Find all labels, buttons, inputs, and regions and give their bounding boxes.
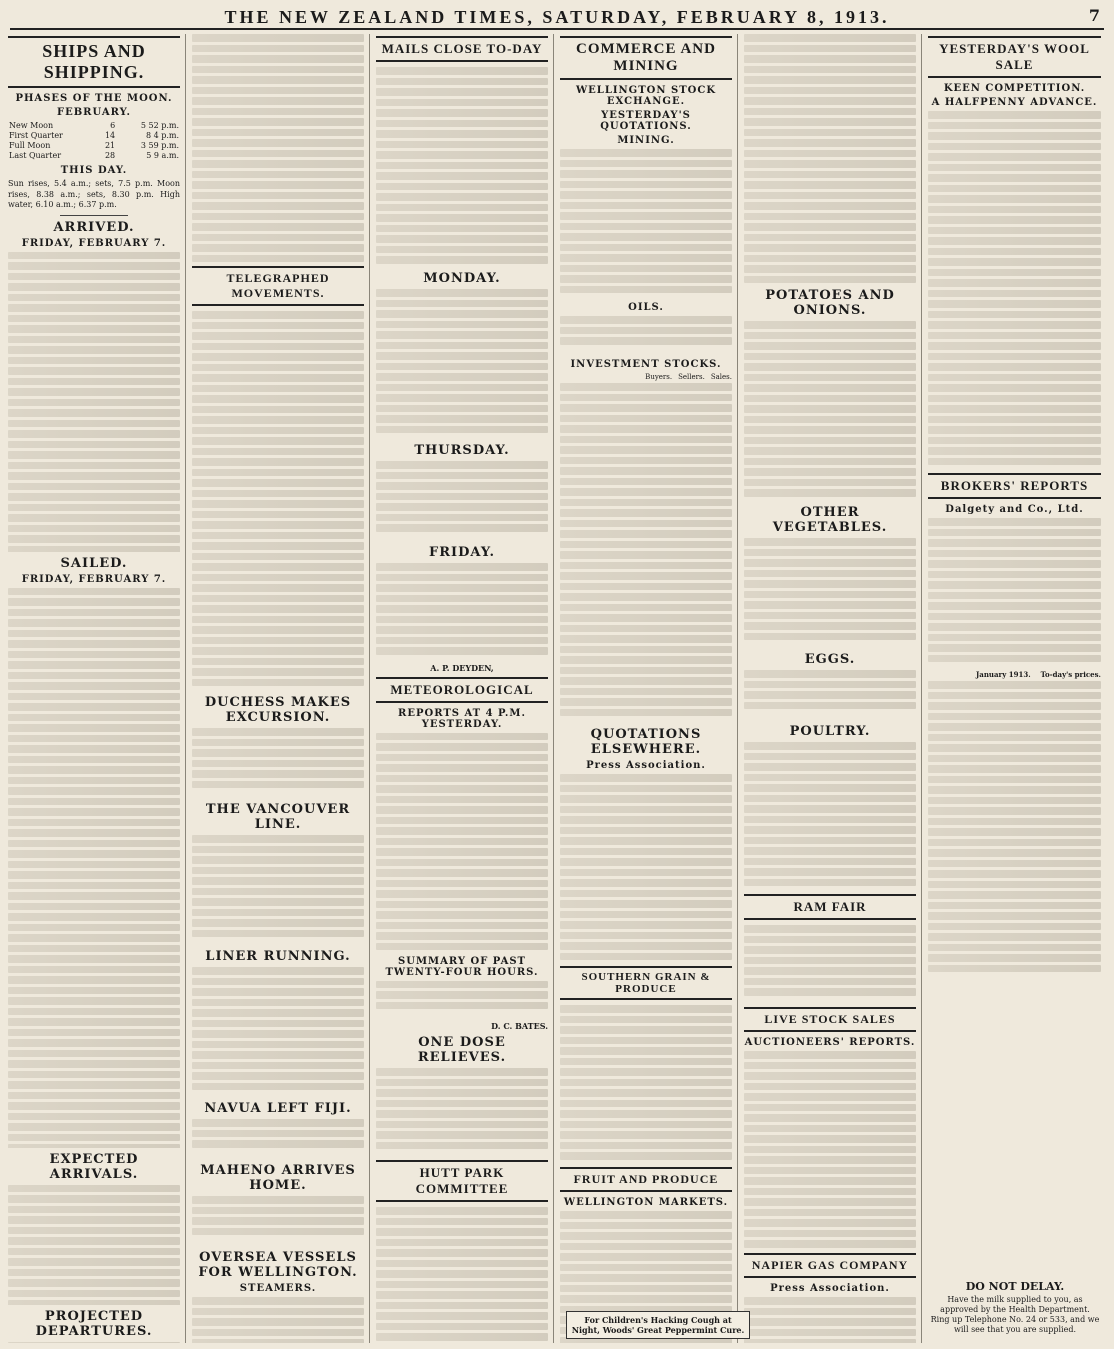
brokers-reports-heading: BROKERS' REPORTS	[928, 473, 1101, 499]
fruit-sub-heading: WELLINGTON MARKETS.	[563, 1197, 729, 1208]
friday-text-block	[376, 563, 548, 663]
weather-signature: D. C. BATES.	[491, 1020, 548, 1031]
oversea-text-block	[192, 1297, 364, 1343]
telegraphed-heading: TELEGRAPHED MOVEMENTS.	[192, 266, 364, 306]
vegetables-text-block	[744, 538, 916, 648]
delay-text: Have the milk supplied to you, as approved by the Health Department. Ring up Telephone No. 24 or 533, and we will see that you are supplied.	[930, 1295, 1100, 1334]
delay-heading: DO NOT DELAY.	[965, 1280, 1065, 1293]
column-3	[376, 34, 554, 1343]
expected-text-block	[8, 1185, 180, 1305]
divider	[60, 215, 129, 216]
weather-reports-block	[376, 733, 548, 953]
telegraphed-text-block	[192, 311, 364, 691]
sailed-text-block	[8, 588, 180, 1148]
maheno-text-block	[192, 1196, 364, 1246]
oversea-heading: OVERSEA VESSELS FOR WELLINGTON.	[198, 1250, 358, 1280]
investment-heading: INVESTMENT STOCKS.	[570, 359, 722, 370]
table-row: Full Moon 21 3 59 p.m.	[9, 141, 179, 150]
mining-heading: MINING.	[617, 135, 675, 146]
onedose-text-block	[376, 1068, 548, 1158]
vancouver-text-block	[192, 835, 364, 945]
quotations-heading: YESTERDAY'S QUOTATIONS.	[600, 110, 692, 132]
oils-heading: OILS.	[628, 302, 664, 313]
mining-text-block	[560, 149, 732, 299]
onedose-heading: ONE DOSE RELIEVES.	[417, 1035, 507, 1065]
price-column-headers: January 1913. To-day's prices.	[975, 670, 1101, 679]
elsewhere-text-block	[560, 774, 732, 964]
poultry-heading: POULTRY.	[789, 724, 871, 739]
navua-heading: NAVUA LEFT FIJI.	[204, 1101, 352, 1116]
peppermint-cure-ad: For Children's Hacking Cough at Night, Woods' Great Peppermint Cure.	[566, 1311, 750, 1339]
investment-column-headers: Buyers. Sellers. Sales.	[645, 373, 732, 381]
moon-table	[8, 121, 180, 161]
wool-sale-heading: YESTERDAY'S WOOL SALE	[928, 36, 1101, 78]
quotations-elsewhere-heading: QUOTATIONS ELSEWHERE.	[590, 727, 702, 757]
livestock-text-block	[744, 1051, 916, 1251]
mails-heading: MAILS CLOSE TO-DAY	[376, 36, 548, 62]
column-1	[8, 34, 186, 1343]
liner-heading: LINER RUNNING.	[205, 949, 351, 964]
eggs-text-block	[744, 670, 916, 720]
commerce-mining-heading: COMMERCE AND MINING	[560, 36, 732, 80]
twenty-four-hours-heading: SUMMARY OF PAST TWENTY-FOUR HOURS.	[385, 955, 539, 978]
stock-exchange-heading: WELLINGTON STOCK EXCHANGE.	[575, 85, 717, 107]
column-6	[928, 34, 1106, 1343]
eggs-heading: EGGS.	[804, 652, 856, 667]
column-2	[192, 34, 370, 1343]
chief-post-officer-signature: A. P. DEYDEN,	[430, 663, 494, 673]
mails-text-block	[376, 67, 548, 267]
halfpenny-heading: A HALFPENNY ADVANCE.	[931, 97, 1098, 108]
arrived-date: FRIDAY, FEBRUARY 7.	[21, 237, 167, 249]
masthead-title: THE NEW ZEALAND TIMES, SATURDAY, FEBRUARY 8, 1913.	[224, 6, 890, 27]
navua-text-block	[192, 1119, 364, 1159]
napier-text-block	[744, 1297, 916, 1343]
this-day-text: Sun rises, 5.4 a.m.; sets, 7.5 p.m. Moon rises, 8.38 a.m.; sets, 8.30 p.m. High water, 6.10 a.m.; 6.37 p.m.	[8, 179, 180, 209]
monday-text-block	[376, 289, 548, 439]
reports-heading: REPORTS AT 4 P.M. YESTERDAY.	[398, 707, 526, 730]
market-text-block	[744, 34, 916, 284]
napier-gas-heading: NAPIER GAS COMPANY	[744, 1253, 916, 1278]
liner-text-block	[192, 967, 364, 1097]
wool-sale-text-block	[928, 111, 1101, 471]
table-row: New Moon 6 5 52 p.m.	[9, 121, 179, 130]
duchess-heading: DUCHESS MAKES EXCURSION.	[204, 695, 352, 725]
ships-shipping-heading: SHIPS AND SHIPPING.	[8, 36, 180, 88]
meteorological-heading: METEOROLOGICAL	[376, 677, 548, 703]
elsewhere-source: Press Association.	[586, 760, 706, 771]
thursday-heading: THURSDAY.	[414, 443, 510, 458]
duchess-text-block	[192, 728, 364, 798]
this-day-heading: THIS DAY.	[60, 165, 128, 176]
moon-month: FEBRUARY.	[57, 107, 131, 118]
auctioneers-heading: AUCTIONEERS' REPORTS.	[744, 1037, 916, 1048]
southern-text-block	[560, 1005, 732, 1165]
expected-heading: EXPECTED ARRIVALS.	[49, 1151, 139, 1182]
thursday-text-block	[376, 461, 548, 541]
fruit-produce-heading: FRUIT AND PRODUCE	[560, 1167, 732, 1192]
vancouver-heading: THE VANCOUVER LINE.	[205, 802, 351, 832]
poultry-text-block	[744, 742, 916, 892]
potatoes-heading: POTATOES AND ONIONS.	[765, 288, 895, 318]
column-5	[744, 34, 922, 1343]
brokers-text-block	[928, 518, 1101, 668]
napier-source: Press Association.	[770, 1283, 890, 1294]
southern-grain-heading: SOUTHERN GRAIN & PRODUCE	[560, 966, 732, 1000]
friday-heading: FRIDAY.	[429, 545, 495, 560]
ram-fair-heading: RAM FAIR	[744, 894, 916, 920]
table-row: Last Quarter 28 5 9 a.m.	[9, 151, 179, 160]
keen-competition-heading: KEEN COMPETITION.	[943, 83, 1086, 94]
potatoes-text-block	[744, 321, 916, 501]
masthead	[10, 6, 1104, 30]
column-4	[560, 34, 738, 1343]
investment-text-block	[560, 383, 732, 723]
summary-text-block	[376, 981, 548, 1021]
oils-text-block	[560, 316, 732, 356]
sailed-date: FRIDAY, FEBRUARY 7.	[21, 573, 167, 585]
moon-heading: PHASES OF THE MOON.	[15, 93, 173, 104]
hutt-park-heading: HUTT PARK COMMITTEE	[376, 1160, 548, 1202]
do-not-delay-notice	[930, 1280, 1100, 1335]
arrived-heading: ARRIVED.	[53, 219, 135, 235]
columns	[8, 34, 1106, 1343]
table-row: First Quarter 14 8 4 p.m.	[9, 131, 179, 140]
monday-heading: MONDAY.	[423, 271, 501, 286]
projected-text-block	[8, 1342, 180, 1344]
live-stock-heading: LIVE STOCK SALES	[744, 1007, 916, 1032]
arrived-text-block	[8, 252, 180, 552]
hutt-park-text-block	[376, 1207, 548, 1343]
sailed-heading: SAILED.	[60, 555, 128, 571]
projected-heading: PROJECTED DEPARTURES.	[35, 1308, 153, 1339]
vegetables-heading: OTHER VEGETABLES.	[772, 505, 888, 535]
prices-text-block	[928, 681, 1101, 981]
brokers-sub-heading: Dalgety and Co., Ltd.	[945, 504, 1084, 515]
shipping-text-block	[192, 34, 364, 264]
steamers-heading: STEAMERS.	[239, 1283, 317, 1294]
ram-fair-text-block	[744, 925, 916, 1005]
maheno-heading: MAHENO ARRIVES HOME.	[200, 1163, 356, 1193]
page-number: 7	[1088, 6, 1100, 25]
